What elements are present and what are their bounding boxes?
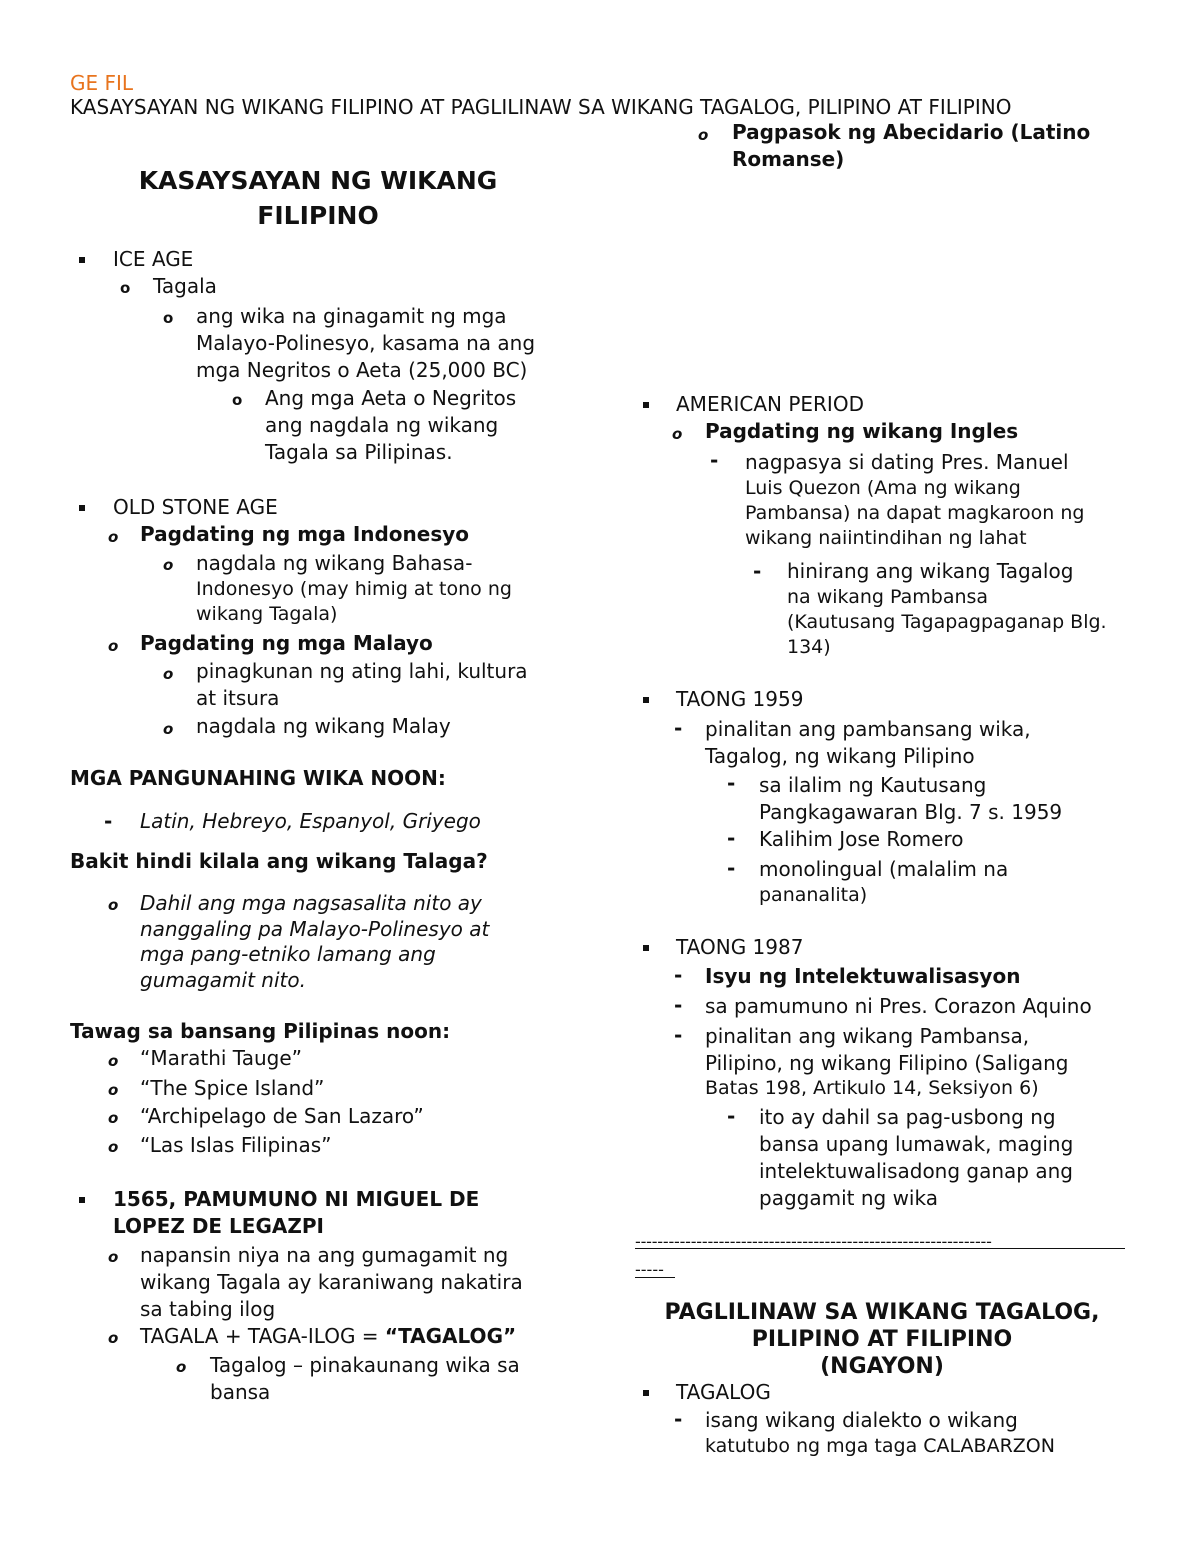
text-line: Kalihim Jose Romero	[759, 827, 964, 851]
circle-bullet-icon: o	[108, 896, 119, 914]
section-heading-bakit: Bakit hindi kilala ang wikang Talaga?	[70, 849, 488, 873]
item-abecidario: Pagpasok ng Abecidario (Latino Romanse)	[732, 120, 1091, 171]
course-code: GE FIL	[70, 71, 134, 95]
circle-bullet-icon: o	[108, 1329, 119, 1347]
dash-bullet-icon: -	[674, 993, 683, 1017]
text-block: Ang mga Aeta o Negritos ang nagdala ng wikang Tagala sa Pilipinas.	[265, 386, 517, 464]
section-heading-ice-age: ICE AGE	[113, 247, 194, 271]
circle-bullet-icon: o	[108, 528, 119, 546]
dash-bullet-icon: -	[753, 559, 762, 583]
circle-bullet-icon: o	[108, 1081, 119, 1099]
text-block: hinirang ang wikang Tagalog na wikang Pambansa (Kautusang Tagapagpaganap Blg. 134)	[787, 559, 1107, 658]
document-subtitle: KASAYSAYAN NG WIKANG FILIPINO AT PAGLILINAW SA WIKANG TAGALOG, PILIPINO AT FILIPINO	[70, 95, 1012, 119]
dash-bullet-icon: -	[674, 1023, 683, 1047]
answer-block: Dahil ang mga nagsasalita nito ay nanggaling pa Malayo-Polinesyo at mga pang-etniko lamang ang gumagamit nito.	[140, 891, 490, 992]
square-bullet-icon	[643, 1390, 649, 1396]
circle-bullet-icon: o	[108, 1248, 119, 1266]
item-indonesyo: Pagdating ng mga Indonesyo	[140, 522, 470, 546]
dashed-divider: ----------------------------------------------------------------	[635, 1232, 992, 1251]
circle-bullet-icon: o	[176, 1358, 187, 1376]
item-tagala: Tagala	[153, 274, 217, 298]
circle-bullet-icon: o	[108, 1052, 119, 1070]
list-item: “Marathi Tauge”	[140, 1046, 302, 1070]
dash-bullet-icon: -	[674, 716, 683, 740]
section-heading-legazpi: 1565, PAMUMUNO NI MIGUEL DE LOPEZ DE LEGAZPI	[113, 1187, 480, 1238]
divider-line	[635, 1277, 675, 1278]
circle-bullet-icon: o	[108, 637, 119, 655]
circle-bullet-icon: o	[108, 1109, 119, 1127]
text-block: pinagkunan ng ating lahi, kultura at itsura	[196, 659, 528, 710]
section-heading-tagalog: TAGALOG	[676, 1380, 771, 1404]
text-block: nagdala ng wikang Bahasa- Indonesyo (may himig at tono ng wikang Tagala)	[196, 551, 512, 625]
square-bullet-icon	[79, 505, 85, 511]
main-title: KASAYSAYAN NG WIKANG FILIPINO	[138, 166, 498, 230]
circle-bullet-icon: o	[698, 126, 709, 144]
section-heading-old-stone-age: OLD STONE AGE	[113, 495, 278, 519]
text-block: isang wikang dialekto o wikang katutubo ng mga taga CALABARZON	[705, 1408, 1055, 1457]
language-list: Latin, Hebreyo, Espanyol, Griyego	[140, 809, 481, 833]
text-block: sa ilalim ng Kautusang Pangkagawaran Blg. 7 s. 1959	[759, 773, 1063, 824]
text-block: ito ay dahil sa pag-usbong ng bansa upang lumawak, maging intelektuwalisadong ganap ang paggamit ng wika	[759, 1105, 1074, 1210]
list-item: “Archipelago de San Lazaro”	[140, 1104, 424, 1128]
dash-bullet-icon: -	[727, 856, 736, 880]
circle-bullet-icon: o	[232, 391, 243, 409]
circle-bullet-icon: o	[108, 1138, 119, 1156]
text-block: nagpasya si dating Pres. Manuel Luis Quezon (Ama ng wikang Pambansa) na dapat magkaroon ng wikang naiintindihan ng lahat	[745, 450, 1085, 549]
item-intelektuwalisasyon: Isyu ng Intelektuwalisasyon	[705, 964, 1021, 988]
circle-bullet-icon: o	[163, 720, 174, 738]
text-line: nagdala ng wikang Malay	[196, 714, 451, 738]
circle-bullet-icon: o	[163, 309, 174, 327]
divider-line	[635, 1248, 1125, 1249]
text-block: pinalitan ang pambansang wika, Tagalog, ng wikang Pilipino	[705, 717, 1031, 768]
list-item: “The Spice Island”	[140, 1076, 325, 1100]
dash-bullet-icon: -	[674, 1407, 683, 1431]
square-bullet-icon	[643, 697, 649, 703]
dash-bullet-icon: -	[674, 963, 683, 987]
circle-bullet-icon: o	[672, 425, 683, 443]
dash-bullet-icon: -	[710, 448, 719, 472]
square-bullet-icon	[643, 402, 649, 408]
dashed-divider: -----	[635, 1260, 664, 1279]
text-block: monolingual (malalim na pananalita)	[759, 857, 1009, 906]
text-block: Tagalog – pinakaunang wika sa bansa	[210, 1353, 520, 1404]
section-heading-taong-1959: TAONG 1959	[676, 687, 804, 711]
section-heading-pangunahing-wika: MGA PANGUNAHING WIKA NOON:	[70, 766, 446, 790]
square-bullet-icon	[79, 257, 85, 263]
section-heading-taong-1987: TAONG 1987	[676, 935, 804, 959]
circle-bullet-icon: o	[120, 279, 131, 297]
item-malayo: Pagdating ng mga Malayo	[140, 631, 433, 655]
section-title-paglilinaw: PAGLILINAW SA WIKANG TAGALOG, PILIPINO AT FILIPINO (NGAYON)	[664, 1300, 1100, 1379]
text-line: sa pamumuno ni Pres. Corazon Aquino	[705, 994, 1092, 1018]
section-heading-tawag: Tawag sa bansang Pilipinas noon:	[70, 1019, 451, 1043]
circle-bullet-icon: o	[163, 665, 174, 683]
circle-bullet-icon: o	[163, 556, 174, 574]
item-ingles: Pagdating ng wikang Ingles	[705, 419, 1019, 443]
text-block: pinalitan ang wikang Pambansa, Pilipino, ng wikang Filipino (Saligang Batas 198, Artikulo 14, Seksiyon 6)	[705, 1024, 1069, 1099]
list-item: “Las Islas Filipinas”	[140, 1133, 332, 1157]
text-block: ang wika na ginagamit ng mga Malayo-Polinesyo, kasama na ang mga Negritos o Aeta (25,000 BC)	[196, 304, 536, 382]
tagalog-formula: TAGALA + TAGA-ILOG = “TAGALOG”	[140, 1324, 517, 1348]
square-bullet-icon	[79, 1197, 85, 1203]
dash-bullet-icon: -	[727, 771, 736, 795]
dash-bullet-icon: -	[727, 1104, 736, 1128]
dash-bullet-icon: -	[727, 826, 736, 850]
dash-bullet-icon: -	[104, 809, 113, 833]
text-block: napansin niya na ang gumagamit ng wikang Tagala ay karaniwang nakatira sa tabing ilog	[140, 1243, 523, 1321]
section-heading-american-period: AMERICAN PERIOD	[676, 392, 864, 416]
square-bullet-icon	[643, 945, 649, 951]
